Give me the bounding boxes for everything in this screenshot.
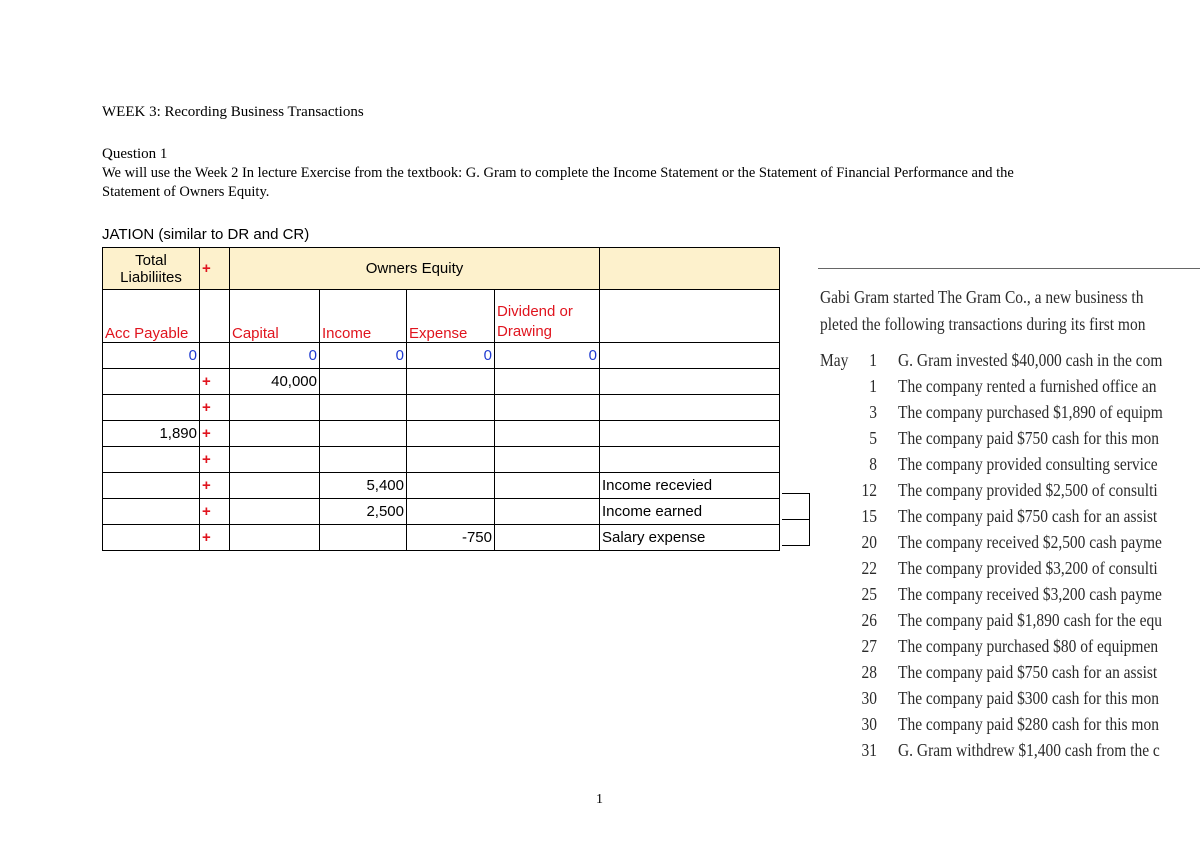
transaction-text: G. Gram withdrew $1,400 cash from the c: [898, 740, 1160, 760]
page-number: 1: [596, 792, 603, 807]
day-label: 15: [861, 506, 877, 526]
transaction-text: The company paid $1,890 cash for the equ: [898, 610, 1162, 630]
day-label: 26: [861, 610, 877, 630]
dividend-cell: [495, 421, 600, 447]
section-heading: JATION (similar to DR and CR): [102, 226, 310, 243]
income-cell: 5,400: [320, 473, 407, 499]
transaction-text: The company purchased $80 of equipmen: [898, 636, 1159, 656]
divider: [818, 268, 1200, 269]
table-border-stub: [809, 493, 810, 545]
acc-payable-cell: [103, 369, 200, 395]
expense-cell: -750: [407, 525, 495, 551]
month-label: May: [820, 350, 849, 370]
table-row: [103, 395, 780, 421]
transaction-text: The company provided $2,500 of consulti: [898, 480, 1158, 500]
blank-header-cell: [600, 248, 780, 290]
day-label: 30: [861, 688, 877, 708]
table-border-stub: [782, 545, 810, 546]
acc-payable-label: Acc Payable: [103, 290, 200, 343]
expense-cell: [407, 421, 495, 447]
transaction-text: The company provided $3,200 of consulti: [898, 558, 1158, 578]
blank-cell: [200, 343, 230, 369]
plus-sign: +: [200, 525, 230, 551]
transaction-text: The company rented a furnished office an: [898, 376, 1157, 396]
income-cell: [320, 421, 407, 447]
opening-zero-row: [103, 343, 780, 369]
capital-cell: 40,000: [230, 369, 320, 395]
owners-equity-header: Owners Equity: [230, 248, 600, 290]
dividend-cell: [495, 525, 600, 551]
column-label-row: [103, 290, 780, 343]
plus-sign: +: [200, 499, 230, 525]
zero-income: 0: [320, 343, 407, 369]
day-label: 31: [861, 740, 877, 760]
day-label: 27: [861, 636, 877, 656]
table-border-stub: [782, 493, 810, 494]
income-cell: 2,500: [320, 499, 407, 525]
zero-expense: 0: [407, 343, 495, 369]
zero-acc-payable: 0: [103, 343, 200, 369]
expense-cell: [407, 395, 495, 421]
expense-cell: [407, 473, 495, 499]
note-cell: Income earned: [600, 499, 780, 525]
income-cell: [320, 369, 407, 395]
note-cell: [600, 395, 780, 421]
table-row: [103, 525, 780, 551]
acc-payable-cell: [103, 525, 200, 551]
expense-cell: [407, 369, 495, 395]
day-label: 1: [869, 350, 877, 370]
note-cell: Salary expense: [600, 525, 780, 551]
plus-sign: +: [200, 447, 230, 473]
day-label: 3: [869, 402, 877, 422]
total-liabilities-header: Total Liabiliites: [103, 248, 200, 290]
transaction-text: The company provided consulting service: [898, 454, 1158, 474]
textbook-intro: [820, 284, 1145, 338]
page-title: WEEK 3: Recording Business Transactions: [102, 104, 364, 120]
dividend-cell: [495, 473, 600, 499]
transaction-text: The company paid $280 cash for this mon: [898, 714, 1159, 734]
income-cell: [320, 525, 407, 551]
acc-payable-cell: [103, 473, 200, 499]
dividend-cell: [495, 499, 600, 525]
day-label: 8: [869, 454, 877, 474]
accounting-equation-table: [102, 247, 780, 551]
income-cell: [320, 395, 407, 421]
dividend-cell: [495, 369, 600, 395]
table-border-stub: [782, 519, 810, 520]
capital-cell: [230, 473, 320, 499]
day-label: 1: [869, 376, 877, 396]
transaction-text: The company paid $750 cash for this mon: [898, 428, 1159, 448]
transaction-text: The company received $3,200 cash payme: [898, 584, 1162, 604]
capital-label: Capital: [230, 290, 320, 343]
blank-cell: [600, 343, 780, 369]
capital-cell: [230, 499, 320, 525]
blank-cell: [200, 290, 230, 343]
table-row: [103, 473, 780, 499]
day-label: 5: [869, 428, 877, 448]
table-row: [103, 447, 780, 473]
note-cell: Income recevied: [600, 473, 780, 499]
acc-payable-cell: [103, 447, 200, 473]
expense-cell: [407, 499, 495, 525]
day-label: 20: [861, 532, 877, 552]
day-label: 12: [861, 480, 877, 500]
plus-sign: +: [200, 421, 230, 447]
table-row: [103, 499, 780, 525]
acc-payable-cell: [103, 395, 200, 421]
zero-dividend: 0: [495, 343, 600, 369]
question-title: Question 1: [102, 146, 168, 162]
capital-cell: [230, 421, 320, 447]
transaction-text: The company paid $750 cash for an assist: [898, 506, 1158, 526]
day-label: 25: [861, 584, 877, 604]
transaction-text: G. Gram invested $40,000 cash in the com: [898, 350, 1163, 370]
note-cell: [600, 369, 780, 395]
zero-capital: 0: [230, 343, 320, 369]
capital-cell: [230, 447, 320, 473]
transaction-text: The company received $2,500 cash payme: [898, 532, 1162, 552]
day-label: 30: [861, 714, 877, 734]
plus-sign: +: [200, 248, 230, 290]
note-cell: [600, 421, 780, 447]
expense-cell: [407, 447, 495, 473]
intro-line: pleted the following transactions during its first mon: [820, 314, 1146, 334]
day-label: 22: [861, 558, 877, 578]
transaction-text: The company paid $300 cash for this mon: [898, 688, 1159, 708]
expense-label: Expense: [407, 290, 495, 343]
plus-sign: +: [200, 395, 230, 421]
capital-cell: [230, 525, 320, 551]
intro-line: Gabi Gram started The Gram Co., a new business th: [820, 287, 1144, 307]
plus-sign: +: [200, 369, 230, 395]
transaction-text: The company purchased $1,890 of equipm: [898, 402, 1163, 422]
table-row: [103, 369, 780, 395]
plus-sign: +: [200, 473, 230, 499]
income-cell: [320, 447, 407, 473]
question-text: We will use the Week 2 In lecture Exercise from the textbook: G. Gram to complete the Income Statement or the Statement of Financial Performance and the Statement of Owners Equity.: [102, 165, 1014, 200]
income-label: Income: [320, 290, 407, 343]
dividend-cell: [495, 395, 600, 421]
transaction-text: The company paid $750 cash for an assist: [898, 662, 1158, 682]
capital-cell: [230, 395, 320, 421]
table-row: [103, 421, 780, 447]
blank-cell: [600, 290, 780, 343]
dividend-label: Dividend or Drawing: [495, 290, 600, 343]
table-header-row: [103, 248, 780, 290]
dividend-cell: [495, 447, 600, 473]
note-cell: [600, 447, 780, 473]
textbook-excerpt-image: [818, 268, 1200, 828]
acc-payable-cell: [103, 499, 200, 525]
acc-payable-cell: 1,890: [103, 421, 200, 447]
day-label: 28: [861, 662, 877, 682]
